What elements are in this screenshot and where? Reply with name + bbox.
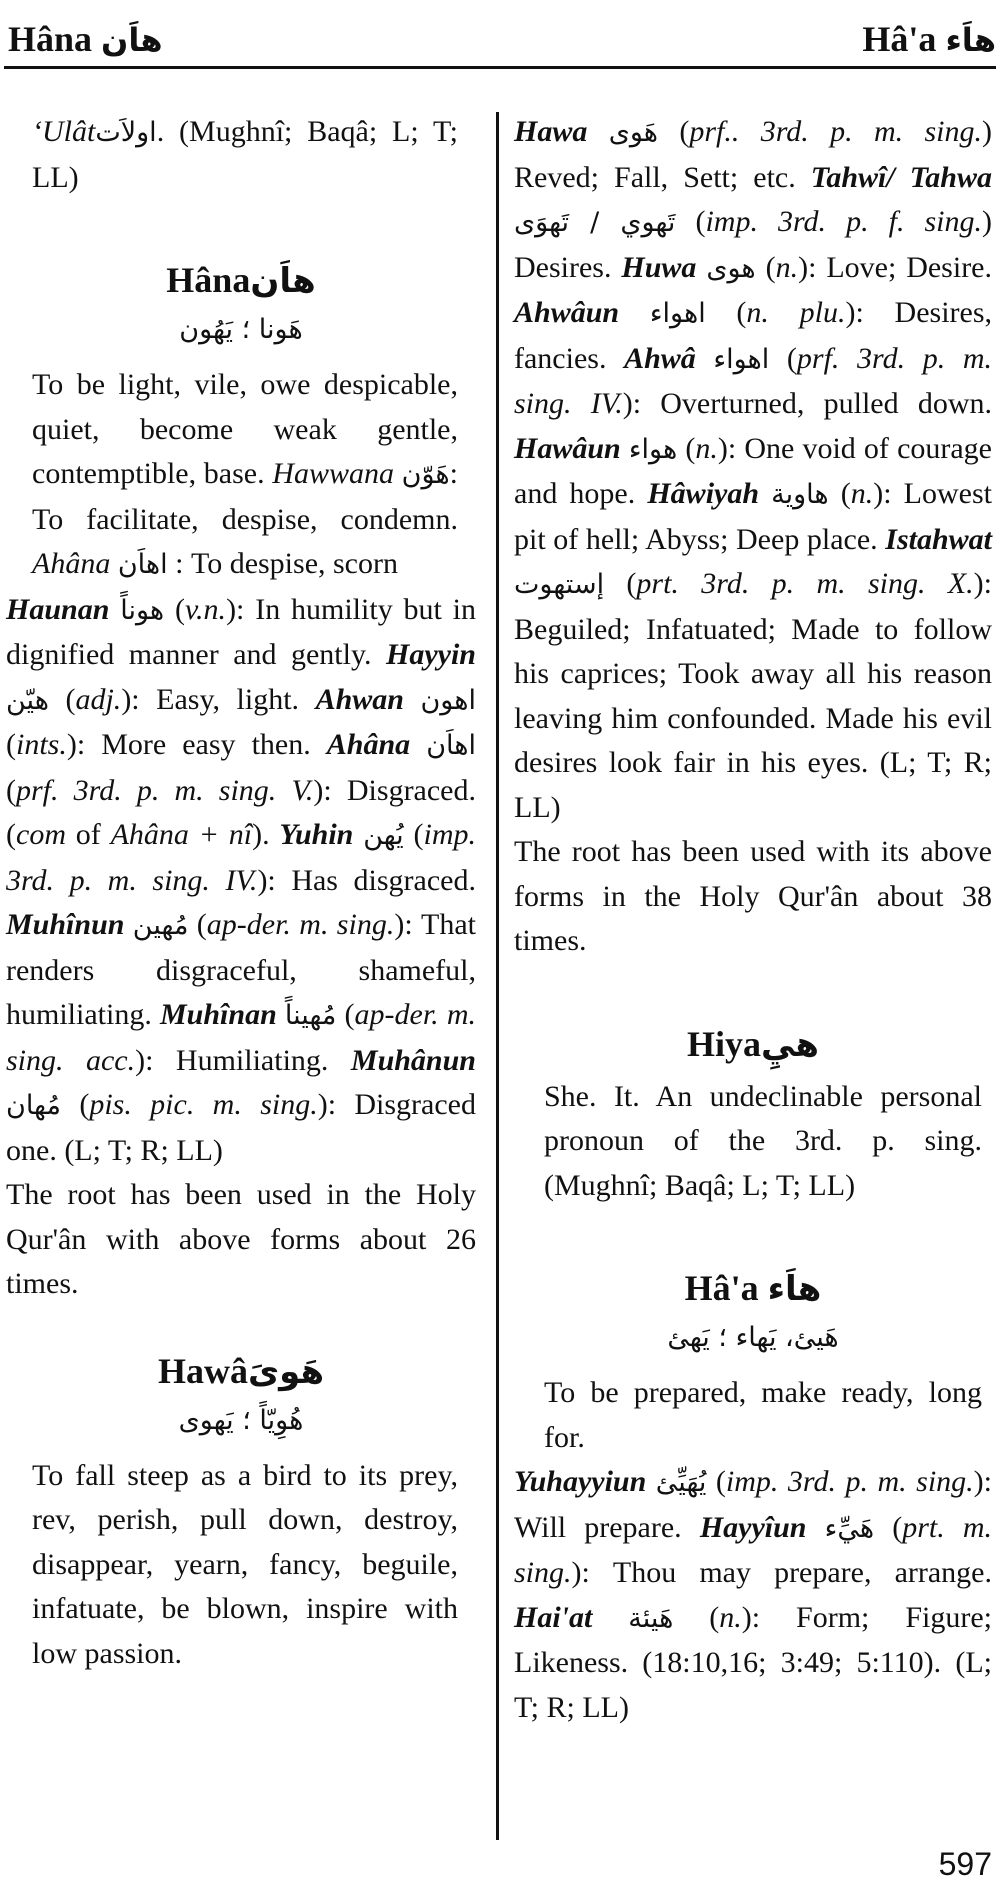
text-run: ): Thou may prepare, arrange. — [571, 1556, 992, 1589]
hawa-note: The root has been used with its above forms in the Holy Qur'ân about 38 times. — [514, 835, 992, 957]
column-divider — [496, 112, 499, 1840]
text-run: ): In humility but in dignified manner and gently. — [6, 592, 476, 671]
arabic-form: اهاَن — [426, 730, 477, 761]
grammar-note: v.n. — [184, 592, 227, 626]
headword: Istahwat — [885, 522, 992, 556]
text-run: ( — [874, 1510, 903, 1544]
entry-hana-forms — [6, 588, 476, 1174]
text-run: To be light, vile, owe despicable, quiet, become weak gentle, contemptible, base. — [32, 368, 458, 490]
text-run: ( — [164, 592, 185, 626]
headword: Ahâna — [326, 728, 411, 761]
headword: Huwa — [621, 250, 697, 284]
arabic-form: هَيئة — [628, 1602, 674, 1634]
entry-hana-title-arabic: هاَن — [250, 261, 316, 301]
entry-hawa-forms-arabic: هُوِيّاً ؛ يَهوى — [178, 1404, 304, 1436]
entry-haa-title-arabic: هاَء — [767, 1269, 822, 1309]
text-run: ): Has disgraced. — [257, 863, 476, 897]
text-run: ( — [60, 1088, 90, 1121]
headword: Muhânun — [350, 1043, 476, 1077]
text-run: ). — [252, 818, 280, 851]
headword: Hai'at — [514, 1600, 593, 1634]
text-run: ( — [6, 728, 16, 761]
grammar-note: Ahâna — [32, 547, 111, 580]
headword: Hayyîun — [699, 1510, 807, 1544]
continuation-arabic: اولاَت — [95, 117, 157, 148]
entry-hana-title-line — [6, 256, 476, 305]
right-column — [514, 110, 992, 1730]
headword: Hawa — [514, 115, 588, 148]
header-left-word: Hâna — [8, 19, 93, 59]
text-run: : To despise, scorn — [167, 547, 398, 580]
headword: Hayyin — [386, 638, 476, 671]
text-run — [587, 115, 608, 148]
text-run — [759, 477, 771, 510]
entry-haa-forms — [514, 1460, 992, 1730]
text-run — [619, 296, 650, 329]
left-column — [6, 110, 476, 1676]
text-run: ) Reved; Fall, Sett; etc. — [514, 115, 992, 194]
headword: Yuhayyiun — [514, 1465, 647, 1498]
entry-hana-title: Hâna — [166, 260, 251, 300]
headword: Muhînun — [6, 908, 125, 941]
text-run — [110, 547, 118, 580]
text-run: ): Lowest pit of hell; Abyss; Deep place. — [514, 477, 992, 556]
arabic-form: هاوية — [771, 479, 829, 510]
headword: Muhînan — [160, 998, 277, 1031]
headword: Ahwan — [315, 682, 404, 716]
hawa-forms — [514, 110, 992, 830]
text-run: : To facilitate, despise, condemn. — [32, 457, 458, 536]
text-run: ): Form; Figure; Likeness. (18:10,16; 3:49; 5:110). (L; T; R; LL) — [514, 1600, 992, 1724]
text-run — [124, 908, 132, 941]
arabic-form: هوى — [706, 252, 756, 284]
header-left — [8, 18, 163, 60]
text-run — [696, 251, 706, 284]
entry-hana-heading — [6, 256, 476, 355]
text-run — [353, 818, 363, 851]
text-run: ( — [48, 682, 76, 716]
entry-hana-forms-arabic: هَونا ؛ يَهُون — [179, 314, 303, 345]
grammar-note: n. plu. — [746, 296, 846, 329]
arabic-form: هوناً — [120, 594, 165, 626]
grammar-note: adj. — [75, 682, 122, 716]
entry-hiya-definition: She. It. An undeclinable personal pronoun of the 3rd. p. sing. (Mughnî; Baqâ; L; T; LL) — [544, 1079, 982, 1202]
entry-hiya-title-line — [514, 1020, 992, 1069]
entry-hawa-definition: To fall steep as a bird to its prey, rev, perish, pull down, destroy, disappear, yearn, fancy, beguile, infatuate, be blown, inspire with low passion. — [32, 1458, 458, 1670]
text-run: ( — [675, 205, 706, 238]
entry-haa-heading — [514, 1264, 992, 1363]
grammar-note: prf. 3rd. p. m. sing. V. — [16, 773, 314, 807]
entry-hiya-title: Hiya — [687, 1023, 762, 1064]
entry-haa-forms-arabic: هَيئ، يَهاء ؛ يَهئ — [667, 1322, 839, 1353]
text-run: ): Overturned, pulled down. — [622, 387, 992, 420]
grammar-note: imp. 3rd. p. m. sing. — [725, 1465, 974, 1498]
text-run: ) Desires. — [514, 205, 992, 284]
grammar-note: Hawwana — [272, 457, 394, 490]
running-header — [0, 0, 1000, 70]
text-run — [621, 432, 629, 465]
arabic-form: هَوّن — [401, 459, 450, 490]
text-run: ( — [706, 1465, 726, 1498]
headword: Hâwiyah — [647, 477, 760, 510]
grammar-note: ints. — [16, 728, 67, 761]
header-right — [862, 18, 996, 60]
header-rule — [4, 66, 996, 69]
arabic-form: يُهن — [363, 820, 404, 851]
entry-hana-definition — [6, 363, 476, 588]
continuation-text — [6, 110, 476, 200]
text-run: ( — [705, 296, 747, 329]
text-run: ( — [755, 250, 776, 284]
headword: Ahwâun — [514, 296, 620, 329]
text-run: ( — [403, 818, 424, 851]
text-run — [109, 593, 120, 626]
entry-hawa-heading — [6, 1347, 476, 1446]
grammar-note: Ahâna + nî — [110, 818, 253, 851]
grammar-note: ap-der. m. sing. acc. — [6, 998, 476, 1077]
headword: Ahwâ — [624, 341, 696, 375]
entry-hana-note: The root has been used in the Holy Qur'ân with above forms about 26 times. — [6, 1178, 476, 1300]
grammar-note: imp. 3rd. p. m. sing. IV. — [6, 818, 476, 897]
entry-hiya-heading — [514, 1020, 992, 1069]
text-run: ): That renders disgraceful, shameful, humiliating. — [6, 908, 476, 1031]
headword: Haunan — [6, 592, 110, 626]
headword: Tahwî/ Tahwa — [810, 160, 993, 194]
headword: Yuhin — [279, 818, 354, 851]
grammar-note: n. — [719, 1600, 742, 1634]
text-run — [646, 1465, 656, 1498]
arabic-form: اهواء — [713, 343, 770, 375]
text-run: ): One void of courage and hope. — [514, 431, 992, 510]
arabic-form: هواء — [628, 433, 678, 465]
text-run: ): Will prepare. — [514, 1465, 992, 1544]
arabic-form: يُهَيِّئ — [655, 1467, 707, 1498]
arabic-form: مُهان — [6, 1090, 61, 1121]
grammar-note: prf.. 3rd. p. m. sing. — [689, 115, 982, 148]
text-run: ( — [6, 773, 16, 807]
text-run — [404, 683, 421, 716]
entry-hawa-title-arabic: هَوىَ — [247, 1351, 325, 1392]
grammar-note: n. — [850, 477, 874, 510]
text-run: ( — [673, 1600, 720, 1634]
text-run: ): Desires, fancies. — [514, 296, 993, 375]
text-run: ( — [336, 998, 355, 1031]
text-run: ( — [769, 341, 797, 375]
arabic-form: هَوى — [608, 117, 659, 148]
entry-haa-title-line — [514, 1264, 992, 1313]
grammar-note: prt. m. sing. — [514, 1510, 993, 1589]
entry-haa-definition: To be prepared, make ready, long for. — [544, 1376, 982, 1454]
grammar-note: pis. pic. m. sing. — [89, 1088, 318, 1121]
text-run: ): Disgraced one. (L; T; R; LL) — [6, 1088, 476, 1167]
text-run: ( — [658, 115, 690, 148]
header-right-word: Hâ'a — [862, 19, 937, 59]
headword: Hawâun — [514, 431, 621, 465]
text-run — [410, 728, 426, 761]
text-run: ): Humiliating. — [135, 1043, 351, 1077]
arabic-form: تَهوي / تَهوَى — [514, 207, 676, 238]
text-run: of — [65, 818, 111, 851]
text-run: ): More easy then. — [66, 728, 327, 761]
header-right-arabic: هاَء — [945, 21, 996, 59]
entry-hiya-title-arabic: هيِ — [761, 1024, 819, 1065]
text-run: ): Beguiled; Infatuated; Made to follow his caprices; Took away all his reason leaving him confounded. Made his evil desires look fair in his eyes. (L; T; R; LL) — [514, 567, 992, 824]
arabic-form: اهواء — [649, 298, 706, 329]
text-run: ( — [677, 431, 696, 465]
arabic-form: اهاَن — [117, 549, 168, 580]
entry-hawa-title: Hawâ — [157, 1350, 248, 1391]
arabic-form: هيّن — [6, 684, 49, 716]
text-run: ): Easy, light. — [121, 682, 316, 716]
header-left-arabic: هاَن — [101, 21, 163, 59]
arabic-form: إستهوت — [514, 569, 605, 600]
text-run — [696, 342, 714, 375]
text-run — [806, 1511, 824, 1544]
text-run — [277, 998, 285, 1031]
arabic-form: هَيِّء — [824, 1512, 875, 1544]
text-run: ( — [188, 908, 207, 941]
arabic-form: مُهيناً — [284, 1000, 337, 1031]
grammar-note: n. — [695, 431, 718, 465]
continuation-italic: ‘Ulât — [32, 115, 96, 148]
entry-hawa-title-line — [6, 1347, 476, 1396]
text-run: ): Disgraced. ( — [6, 773, 476, 851]
text-run — [394, 457, 402, 490]
arabic-form: مُهين — [132, 910, 189, 941]
entry-haa-title: Hâ'a — [684, 1268, 759, 1308]
grammar-note: n. — [775, 250, 799, 284]
page-number: 597 — [938, 1846, 992, 1882]
grammar-note: prf. 3rd. p. m. sing. IV. — [514, 341, 992, 420]
grammar-note: imp. 3rd. p. f. sing. — [705, 205, 982, 238]
text-run: ): Love; Desire. — [798, 250, 992, 284]
grammar-note: com — [16, 818, 66, 851]
grammar-note: ap-der. m. sing. — [206, 908, 395, 941]
continuation-rest: . (Mughnî; Baqâ; L; T; LL) — [32, 115, 458, 194]
grammar-note: prt. 3rd. p. m. sing. X. — [636, 567, 974, 600]
text-run: ( — [828, 477, 851, 510]
arabic-form: اهون — [420, 684, 476, 716]
text-run — [592, 1601, 628, 1634]
text-run: ( — [604, 567, 637, 600]
